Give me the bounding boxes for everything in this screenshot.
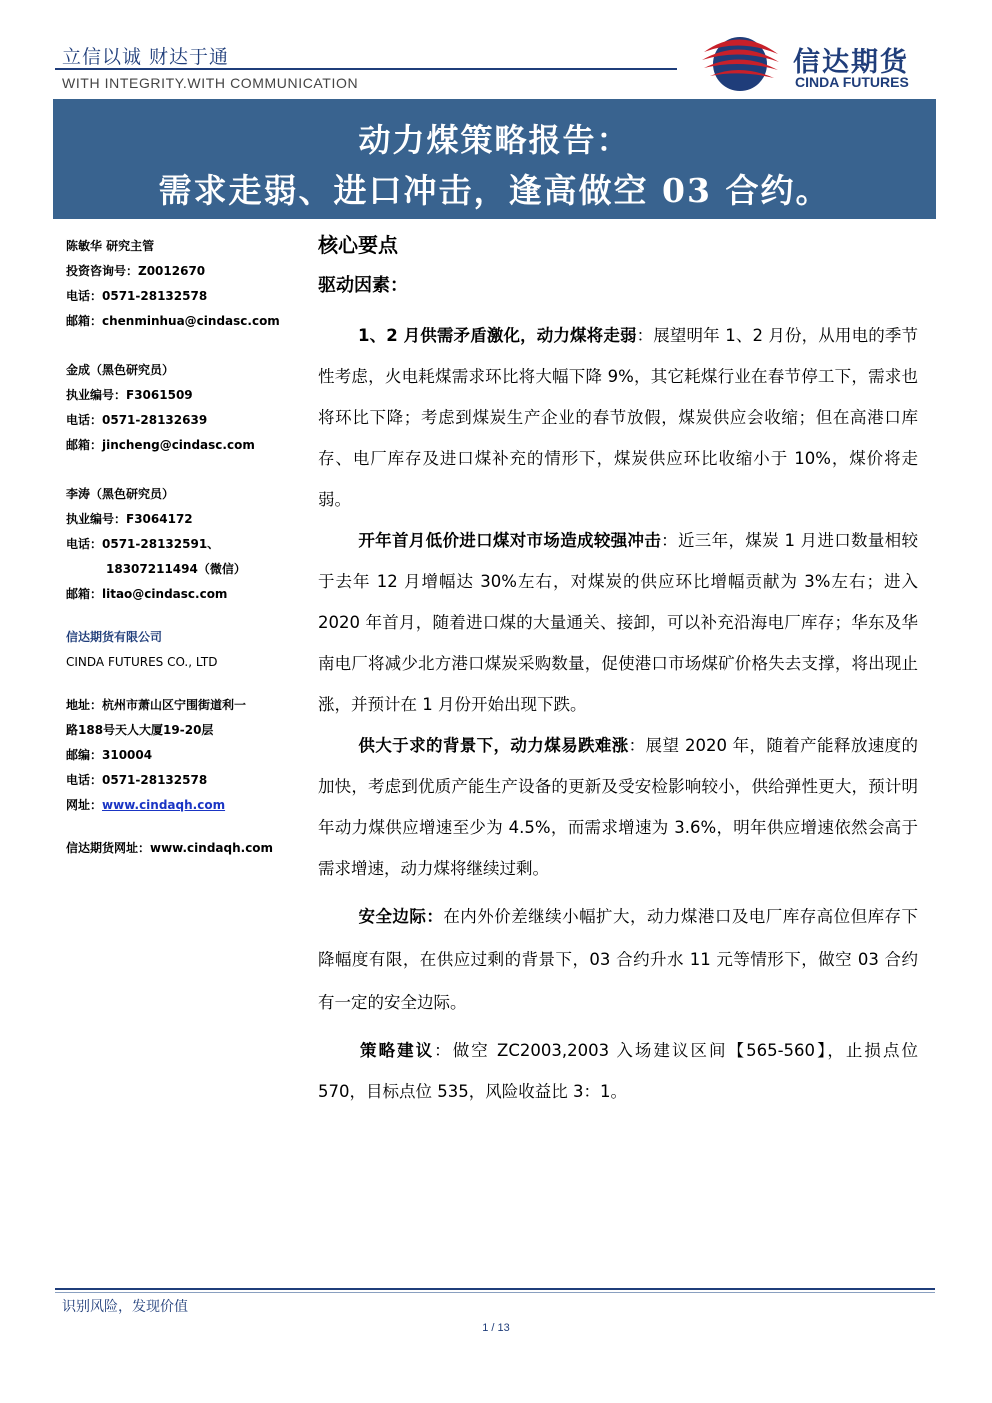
analyst-detail: 电话：0571-28132578: [66, 289, 208, 303]
analyst-detail: 电话：0571-28132639: [66, 413, 208, 427]
para-text: ：展望明年 1、2 月份，从用电的季节性考虑，火电耗煤需求环比将大幅下降 9%，其它耗煤行业在春节停工下，需求也将环比下降；考虑到煤炭生产企业的春节放假，煤炭供应会收缩；但在高港口库存、电厂库存及进口煤补充的情形下，煤炭供应环比收缩小于 10%，煤价将走弱。: [318, 326, 918, 509]
slogan-cn: 立信以诚 财达于通: [62, 46, 230, 68]
analyst-email: 邮箱：litao@cindasc.com: [66, 587, 228, 601]
cinda-logo-icon: [700, 32, 780, 94]
company-address: 地址：杭州市萧山区宁围街道利一: [66, 698, 247, 712]
para-bold: 供大于求的背景下，动力煤易跌难涨: [358, 736, 629, 755]
paragraph-supply-demand: [318, 315, 918, 520]
company-address: 路188号天人大厦19-20层: [66, 723, 214, 737]
para-bold: 策略建议: [358, 1041, 435, 1060]
para-bold: 开年首月低价进口煤对市场造成较强冲击: [358, 531, 662, 550]
para-text: ：展望 2020 年，随着产能释放速度的加快，考虑到优质产能生产设备的更新及受安检影响较小，供给弹性更大，预计明年动力煤供应增速至少为 4.5%，而需求增速为 3.6%，明年供应增速依然会高于需求增速，动力煤将继续过剩。: [318, 736, 919, 878]
analyst-detail: 执业编号：F3064172: [66, 512, 193, 526]
company-postcode: 邮编：310004: [66, 748, 153, 762]
header-divider: [55, 68, 677, 70]
para-text: ：做空 ZC2003,2003 入场建议区间【565-560】，止损点位 570，目标点位 535，风险收益比 3：1。: [318, 1041, 919, 1101]
company-name-cn: 信达期货有限公司: [66, 630, 163, 644]
logo-text-cn: 信达期货: [793, 47, 909, 78]
footer-slogan: 识别风险，发现价值: [62, 1299, 188, 1315]
analyst-email: 邮箱：jincheng@cindasc.com: [66, 438, 255, 452]
para-bold: 1、2 月供需矛盾激化，动力煤将走弱: [358, 326, 637, 345]
company-phone: 电话：0571-28132578: [66, 773, 208, 787]
analyst-name: 陈敏华 研究主管: [66, 239, 155, 253]
website-label: 网址：: [66, 798, 103, 812]
title-banner: [53, 99, 936, 219]
heading-core: 核心要点: [318, 233, 398, 257]
analyst-detail: 18307211494（微信）: [106, 562, 246, 576]
para-bold: 安全边际：: [358, 907, 444, 926]
company-site-line: 信达期货网址：www.cindaqh.com: [66, 841, 274, 855]
heading-drive: 驱动因素：: [318, 275, 408, 296]
sidebar-contacts: [66, 234, 306, 861]
paragraph-oversupply: [318, 725, 918, 889]
report-title: 动力煤策略报告：: [358, 121, 631, 159]
analyst-email: 邮箱：chenminhua@cindasc.com: [66, 314, 280, 328]
analyst-name: 李涛（黑色研究员）: [66, 487, 175, 501]
paragraph-strategy: [318, 1030, 918, 1112]
company-name-en: CINDA FUTURES CO., LTD: [66, 655, 218, 669]
paragraph-safety-margin: [318, 895, 918, 1024]
footer-divider-thin: [55, 1292, 935, 1293]
analyst-name: 金成（黑色研究员）: [66, 363, 175, 377]
para-text: 在内外价差继续小幅扩大，动力煤港口及电厂库存高位但库存下降幅度有限，在供应过剩的背景下，03 合约升水 11 元等情形下，做空 03 合约有一定的安全边际。: [318, 907, 919, 1012]
footer-divider: [55, 1288, 935, 1290]
website-link[interactable]: www.cindaqh.com: [102, 798, 226, 812]
analyst-detail: 投资咨询号：Z0012670: [66, 264, 206, 278]
analyst-detail: 电话：0571-28132591、: [66, 537, 220, 551]
slogan-en: WITH INTEGRITY.WITH COMMUNICATION: [62, 75, 359, 91]
paragraph-import: [318, 520, 918, 725]
analyst-detail: 执业编号：F3061509: [66, 388, 193, 402]
page-number: 1 / 13: [482, 1322, 510, 1334]
para-text: ：近三年，煤炭 1 月进口数量相较于去年 12 月增幅达 30%左右，对煤炭的供应环比增幅贡献为 3%左右；进入 2020 年首月，随着进口煤的大量通关、接卸，可以补充沿海电厂库存；华东及华南电厂将减少北方港口煤炭采购数量，促使港口市场煤矿价格失去支撑，将出现止涨，并预计在 1 月份开始出现下跌。: [318, 531, 918, 714]
report-subtitle: 需求走弱、进口冲击，逢高做空 03 合约。: [158, 171, 831, 210]
logo-text-en: CINDA FUTURES: [795, 74, 909, 90]
company-website-row: [66, 793, 306, 818]
main-content: [318, 229, 918, 1112]
